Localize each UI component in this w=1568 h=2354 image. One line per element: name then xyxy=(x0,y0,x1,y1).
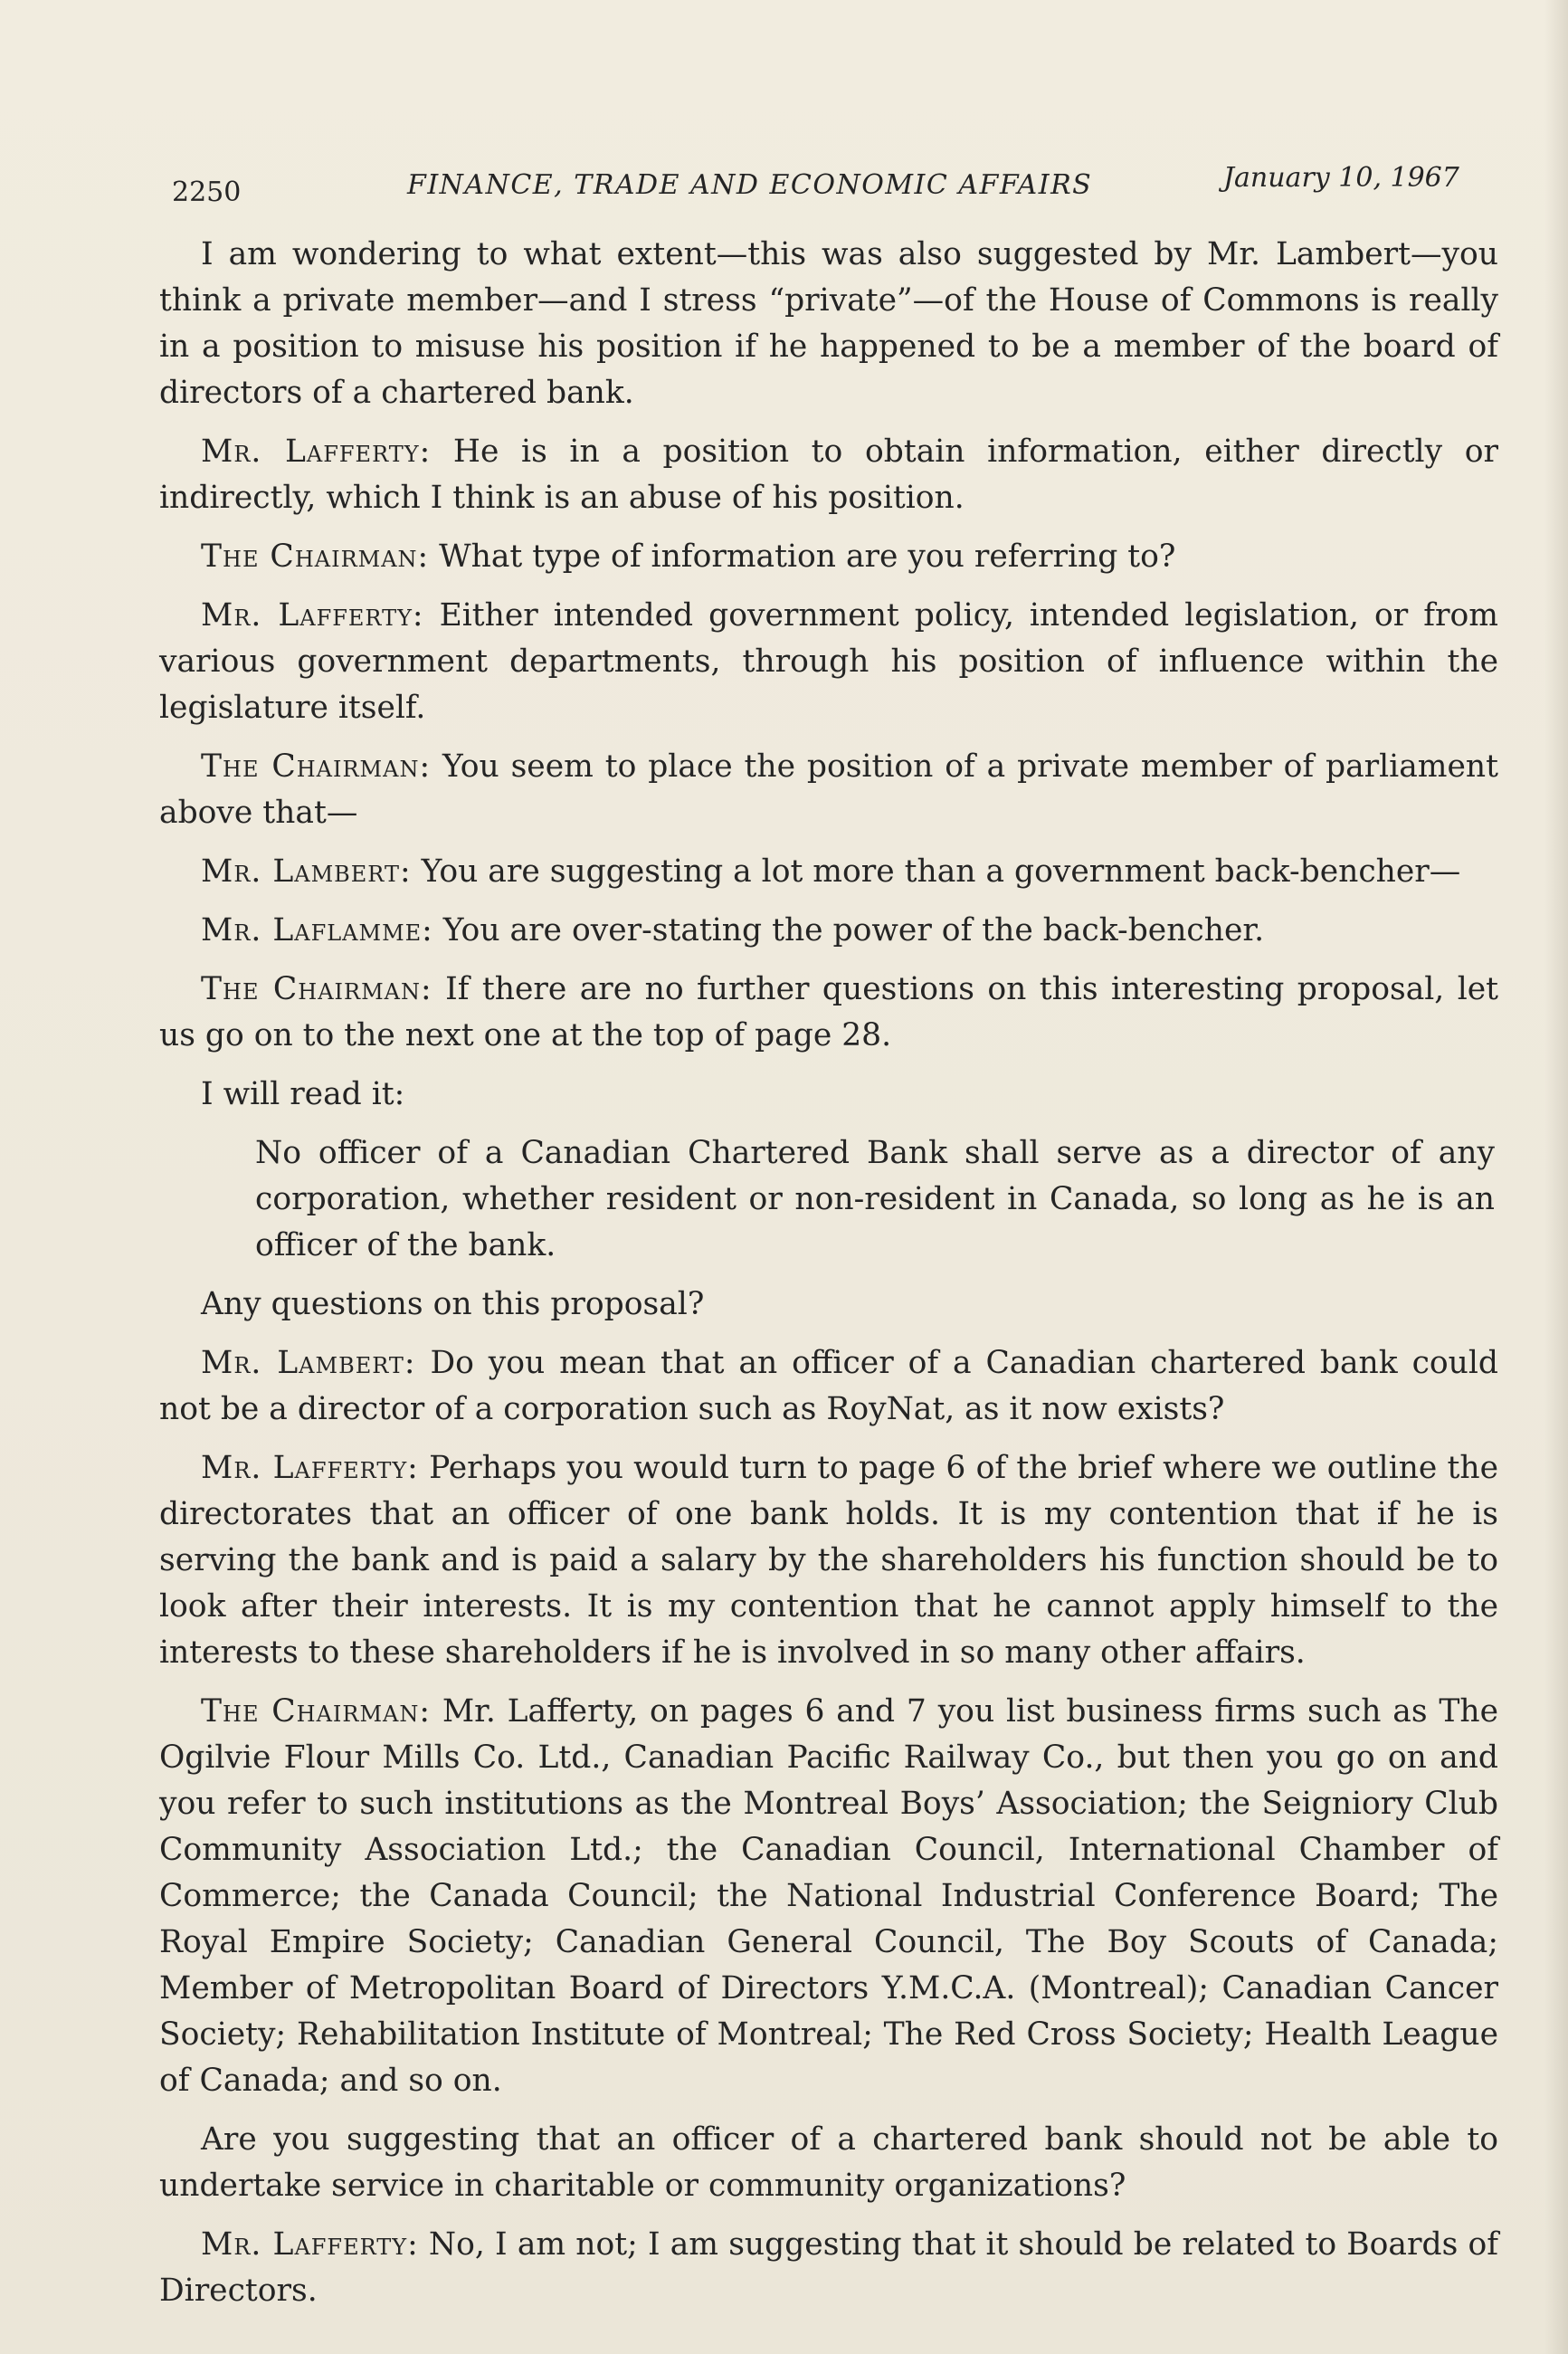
speaker-name: Mr. Lafferty: xyxy=(201,1450,419,1486)
paragraph-11 xyxy=(159,1282,1498,1328)
speaker-name: Mr. Lafferty: xyxy=(201,597,424,634)
paragraph-text: Are you suggesting that an officer of a chartered bank should not be able to undertake service in charitable or community organizations? xyxy=(159,2121,1498,2204)
speaker-name: The Chairman: xyxy=(201,971,432,1007)
quoted-proposal xyxy=(159,1130,1498,1269)
paragraph-6 xyxy=(159,849,1498,895)
page-edge-shadow xyxy=(1544,0,1568,2354)
speaker-name: Mr. Laflamme: xyxy=(201,912,433,948)
running-header xyxy=(0,154,1568,208)
paragraph-2 xyxy=(159,429,1498,521)
speaker-name: Mr. Lafferty: xyxy=(201,434,432,470)
running-title: FINANCE, TRADE AND ECONOMIC AFFAIRS xyxy=(407,169,1093,201)
page-number: 2250 xyxy=(172,176,242,208)
paragraph-8 xyxy=(159,967,1498,1059)
paragraph-text: If there are no further questions on this interesting proposal, let us go on to the next one at the top of page 28. xyxy=(159,971,1499,1053)
header-date: January 10, 1967 xyxy=(1223,162,1459,194)
paragraph-12 xyxy=(159,1340,1498,1433)
paragraph-text: He is in a position to obtain information, either directly or indirectly, which I think is an abuse of his position. xyxy=(159,434,1498,516)
paragraph-text: Mr. Lafferty, on pages 6 and 7 you list business firms such as The Ogilvie Flour Mills Co. Ltd., Canadian Pacific Railway Co., but then you go on and you refer to such institutions as the Montreal Boys’ Association; the Seigniory Club Community Association Ltd.; the Canadian Council, International Chamber of Commerce; the Canada Council; the National Industrial Conference Board; The Royal Empire Society; Canadian General Council, The Boy Scouts of Canada; Member of Metropolitan Board of Directors Y.M.C.A. (Montreal); Canadian Cancer Society; Rehabilitation Institute of Montreal; The Red Cross Society; Health League of Canada; and so on. xyxy=(159,1693,1499,2099)
transcript-body xyxy=(159,232,1498,2327)
quote-text: No officer of a Canadian Chartered Bank shall serve as a director of any corporation, whether resident or non-resident in Canada, so long as he is an officer of the bank. xyxy=(255,1135,1495,1263)
speaker-name: Mr. Lambert: xyxy=(201,1345,416,1381)
paragraph-text: I will read it: xyxy=(201,1076,405,1112)
paragraph-text: You are over-stating the power of the back-bencher. xyxy=(442,912,1265,948)
speaker-name: The Chairman: xyxy=(201,538,430,575)
paragraph-text: I am wondering to what extent—this was also suggested by Mr. Lambert—you think a private member—and I stress “private”—of the House of Commons is really in a position to misuse his position if he happened to be a member of the board of directors of a chartered bank. xyxy=(159,236,1498,411)
speaker-name: The Chairman: xyxy=(201,1693,432,1730)
paragraph-3 xyxy=(159,534,1498,580)
paragraph-text: You are suggesting a lot more than a government back-bencher— xyxy=(421,853,1461,890)
paragraph-text: Do you mean that an officer of a Canadian chartered bank could not be a director of a corporation such as RoyNat, as it now exists? xyxy=(159,1345,1499,1427)
paragraph-7 xyxy=(159,908,1498,954)
paragraph-text: No, I am not; I am suggesting that it should be related to Boards of Directors. xyxy=(159,2226,1498,2309)
paragraph-9 xyxy=(159,1072,1498,1118)
paragraph-14 xyxy=(159,1689,1498,2104)
speaker-name: Mr. Lambert: xyxy=(201,853,412,890)
paragraph-13 xyxy=(159,1445,1498,1676)
paragraph-text: What type of information are you referring to? xyxy=(439,538,1176,575)
speaker-name: Mr. Lafferty: xyxy=(201,2226,419,2263)
paragraph-5 xyxy=(159,744,1498,836)
paragraph-16 xyxy=(159,2222,1498,2314)
paragraph-text: Either intended government policy, intended legislation, or from various government departments, through his position of influence within the legislature itself. xyxy=(159,597,1498,726)
paragraph-text: Any questions on this proposal? xyxy=(201,1286,705,1322)
paragraph-1 xyxy=(159,232,1498,416)
paragraph-4 xyxy=(159,593,1498,731)
speaker-name: The Chairman: xyxy=(201,748,432,785)
paragraph-text: Perhaps you would turn to page 6 of the brief where we outline the directorates that an officer of one bank holds. It is my contention that if he is serving the bank and is paid a salary by the shareholders his function should be to look after their interests. It is my contention that he cannot apply himself to the interests to these shareholders if he is involved in so many other affairs. xyxy=(159,1450,1498,1671)
paragraph-15 xyxy=(159,2117,1498,2209)
paragraph-text: You seem to place the position of a private member of parliament above that— xyxy=(159,748,1499,831)
